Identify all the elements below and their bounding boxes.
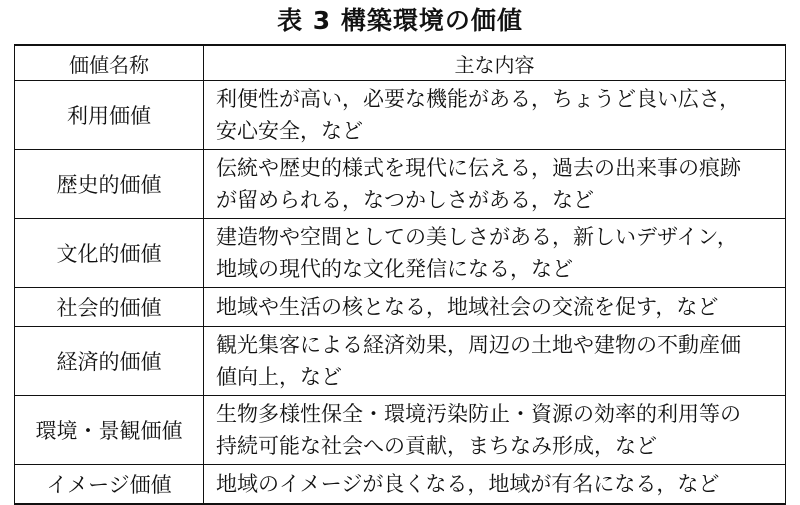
- table-row: [15, 219, 786, 288]
- table-row: [15, 81, 786, 150]
- content-line: 生物多様性保全・環境汚染防止・資源の効率的利用等の: [216, 402, 741, 426]
- row-value-name: 歴史的価値: [15, 150, 204, 219]
- content-line: 観光集客による経済効果，周辺の土地や建物の不動産価: [216, 333, 741, 357]
- row-value-name: イメージ価値: [15, 465, 204, 505]
- row-content: [204, 465, 786, 505]
- table-row: [15, 465, 786, 505]
- table-row: [15, 150, 786, 219]
- row-value-name: 利用価値: [15, 81, 204, 150]
- values-table: [14, 44, 786, 505]
- content-line: 利便性が高い，必要な機能がある，ちょうど良い広さ，: [216, 87, 741, 111]
- content-line: 地域や生活の核となる，地域社会の交流を促す，など: [216, 295, 719, 319]
- table-caption: 表 3 構築環境の価値: [277, 6, 523, 35]
- table-header-row: [15, 45, 786, 81]
- table-row: [15, 396, 786, 465]
- content-line: 安心安全，など: [216, 119, 363, 143]
- row-value-name: 文化的価値: [15, 219, 204, 288]
- content-line: が留められる，なつかしさがある，など: [216, 188, 594, 212]
- row-content: [204, 288, 786, 327]
- table-row: [15, 288, 786, 327]
- content-line: 値向上，など: [216, 365, 342, 389]
- table-row: [15, 327, 786, 396]
- row-content: [204, 150, 786, 219]
- row-content: [204, 396, 786, 465]
- row-value-name: 経済的価値: [15, 327, 204, 396]
- row-value-name: 環境・景観価値: [15, 396, 204, 465]
- header-main-content: 主な内容: [204, 45, 786, 81]
- content-line: 伝統や歴史的様式を現代に伝える，過去の出来事の痕跡: [216, 156, 741, 180]
- content-line: 建造物や空間としての美しさがある，新しいデザイン，: [216, 225, 738, 249]
- content-line: 持続可能な社会への貢献，まちなみ形成，など: [216, 434, 657, 458]
- row-content: [204, 219, 786, 288]
- header-value-name: 価値名称: [15, 45, 204, 81]
- content-line: 地域のイメージが良くなる，地域が有名になる，など: [216, 472, 720, 496]
- row-content: [204, 327, 786, 396]
- row-content: [204, 81, 786, 150]
- content-line: 地域の現代的な文化発信になる，など: [216, 257, 573, 281]
- row-value-name: 社会的価値: [15, 288, 204, 327]
